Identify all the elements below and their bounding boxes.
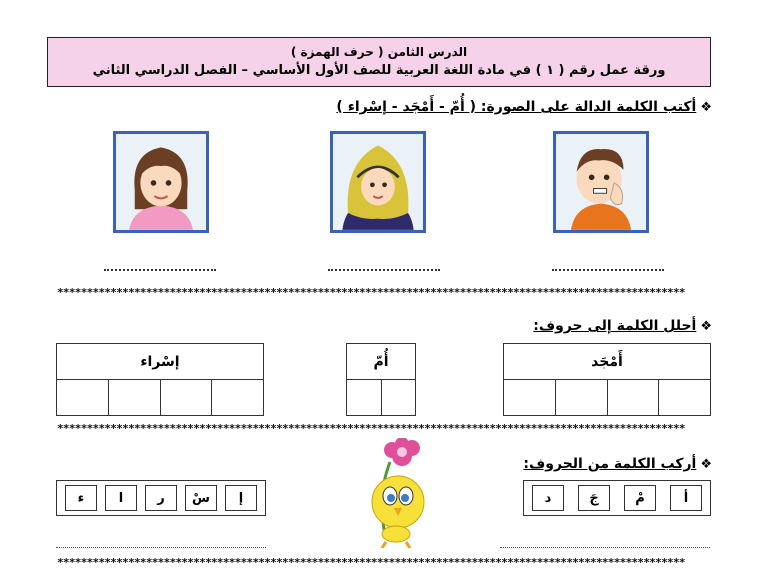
word-israa: إسْراء bbox=[57, 344, 264, 380]
question-3 bbox=[523, 456, 712, 472]
letter-tile: أ bbox=[670, 485, 702, 511]
table-umm bbox=[346, 343, 416, 416]
letter-tile: ء bbox=[65, 485, 97, 511]
letter-box[interactable] bbox=[108, 380, 160, 416]
diamond-bullet-icon: ❖ bbox=[700, 100, 712, 115]
letter-box[interactable] bbox=[57, 380, 109, 416]
letter-box[interactable] bbox=[607, 380, 659, 416]
letter-box[interactable] bbox=[555, 380, 607, 416]
letter-tile: جَ bbox=[578, 485, 610, 511]
word-amjad: أَمْجَد bbox=[504, 344, 711, 380]
answer-line-3[interactable] bbox=[552, 261, 664, 271]
letter-box[interactable] bbox=[212, 380, 264, 416]
diamond-bullet-icon: ❖ bbox=[700, 319, 712, 334]
question-3-text: أركب الكلمة من الحروف: bbox=[523, 456, 697, 472]
worksheet-subtitle: ورقة عمل رقم ( ١ ) في مادة اللغة العربية للصف الأول الأساسي – الفصل الدراسي الثاني bbox=[92, 63, 666, 78]
letter-box[interactable] bbox=[160, 380, 212, 416]
worksheet-header bbox=[47, 37, 711, 87]
star-separator: ********************************************************************************************************** bbox=[57, 424, 685, 434]
diamond-bullet-icon: ❖ bbox=[700, 457, 712, 472]
question-1-text: أكتب الكلمة الدالة على الصورة: ( أُمّ - أَمْجَد - إسْراء ) bbox=[336, 99, 697, 115]
letter-box[interactable] bbox=[504, 380, 556, 416]
letter-tile: إ bbox=[225, 485, 257, 511]
letter-tile: مْ bbox=[624, 485, 656, 511]
letter-box[interactable] bbox=[347, 380, 382, 416]
star-separator: ********************************************************************************************************** bbox=[57, 558, 685, 568]
cartoon-bird-picture bbox=[346, 438, 438, 548]
question-2-text: أحلل الكلمة إلى حروف: bbox=[533, 318, 697, 334]
letter-box[interactable] bbox=[381, 380, 416, 416]
letter-tile: ا bbox=[105, 485, 137, 511]
table-amjad bbox=[503, 343, 711, 416]
letters-israa bbox=[56, 480, 266, 516]
star-separator: ********************************************************************************************************** bbox=[57, 288, 685, 298]
boy-picture bbox=[553, 131, 649, 233]
lesson-title: الدرس الثامن ( حرف الهمزة ) bbox=[290, 45, 468, 59]
letter-tile: سْ bbox=[185, 485, 217, 511]
answer-line-amjad[interactable] bbox=[500, 546, 710, 548]
question-1 bbox=[336, 99, 712, 115]
girl-picture bbox=[113, 131, 209, 233]
hijab-woman-picture bbox=[330, 131, 426, 233]
letter-tile: ر bbox=[145, 485, 177, 511]
answer-line-2[interactable] bbox=[328, 261, 440, 271]
letters-amjad bbox=[523, 480, 711, 516]
letter-box[interactable] bbox=[659, 380, 711, 416]
letter-tile: د bbox=[532, 485, 564, 511]
answer-line-1[interactable] bbox=[104, 261, 216, 271]
question-2 bbox=[533, 318, 712, 334]
answer-line-israa[interactable] bbox=[56, 546, 266, 548]
word-umm: أُمّ bbox=[347, 344, 416, 380]
table-israa bbox=[56, 343, 264, 416]
